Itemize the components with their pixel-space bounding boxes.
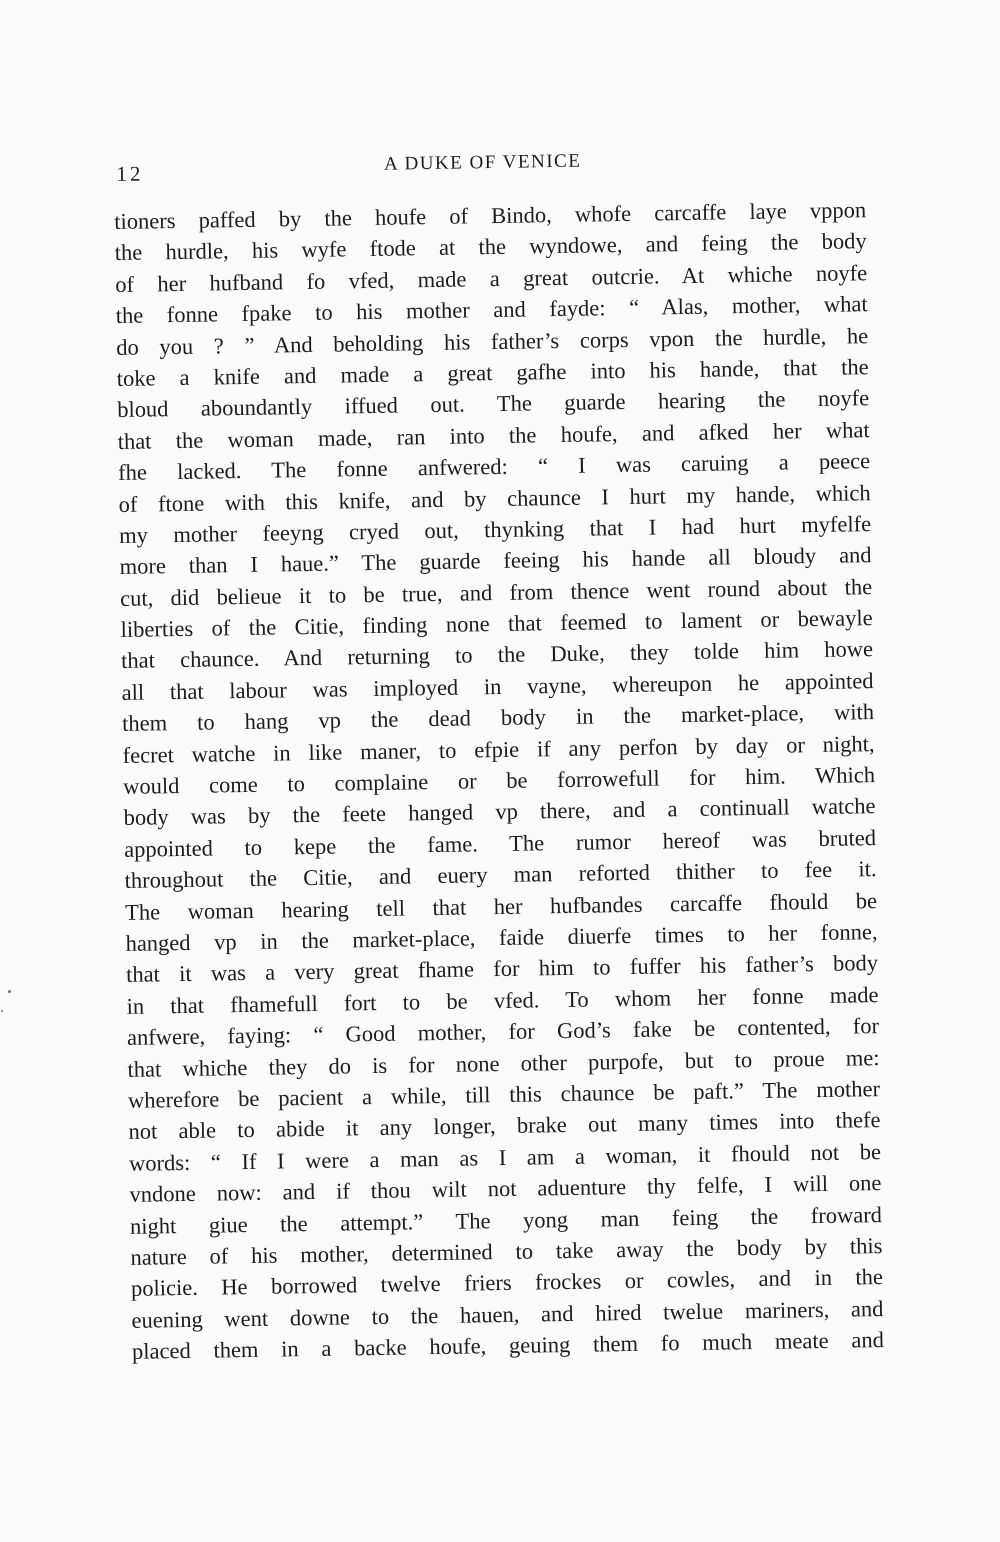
text-line: throughout the Citie, and euery man reforted thither to fee it. — [124, 856, 877, 894]
text-line: nature of his mother, determined to take away the body by this — [130, 1232, 883, 1270]
text-line: toke a knife and made a great gafhe into his hande, that the — [116, 354, 869, 391]
text-line: euening went downe to the hauen, and hired twelue mariners, and — [131, 1295, 884, 1333]
text-line: night giue the attempt.” The yong man feing the froward — [129, 1201, 883, 1239]
running-head — [110, 138, 856, 190]
text-line: that the woman made, ran into the houfe, and afked her what — [117, 416, 870, 454]
paper-speck — [1, 1010, 3, 1012]
text-line: all that labour was imployed in vayne, whereupon he appointed — [121, 667, 874, 705]
text-line: wherefore be pacient a while, till this chaunce be paft.” The mother — [127, 1076, 881, 1113]
text-line: them to hang vp the dead body in the market-place, with — [121, 699, 875, 737]
text-line: that whiche they do is for none other purpofe, but to proue me: — [127, 1044, 880, 1082]
text-line: of ftone with this knife, and by chaunce I hurt my hande, which — [118, 479, 871, 517]
text-line: fecret watche in like maner, to efpie if any perfon by day or night, — [122, 730, 875, 768]
text-line: of her hufband fo vfed, made a great outcrie. At whiche noyfe — [115, 259, 868, 297]
text-line: tioners paffed by the houfe of Bindo, whofe carcaffe laye vppon — [114, 197, 867, 234]
text-line: hanged vp in the market-place, faide diuerfe times to her fonne, — [125, 919, 878, 956]
text-line: anfwere, faying: “ Good mother, for God’s fake be contented, for — [126, 1013, 880, 1051]
text-line: not able to abide it any longer, brake out many times into thefe — [128, 1107, 881, 1145]
text-line: more than I haue.” The guarde feeing his hande all bloudy and — [119, 542, 872, 580]
text-line: do you ? ” And beholding his father’s corps vpon the hurdle, he — [116, 322, 869, 360]
text-line: placed them in a backe houfe, geuing them fo much meate and — [131, 1327, 885, 1364]
text-line: liberties of the Citie, finding none that feemed to lament or bewayle — [120, 605, 873, 643]
text-line: that it was a very great fhame for him to fuffer his father’s body — [125, 950, 879, 988]
text-line: body was by the feete hanged vp there, and a continuall watche — [123, 793, 876, 831]
text-line: that chaunce. And returning to the Duke, they tolde him howe — [120, 636, 874, 674]
text-line: The woman hearing tell that her hufbandes carcaffe fhould be — [124, 887, 878, 925]
text-line: bloud aboundantly iffued out. The guarde hearing the noyfe — [117, 385, 870, 423]
text-line: the fonne fpake to his mother and fayde: “ Alas, mother, what — [115, 291, 868, 329]
text-line: appointed to kepe the fame. The rumor hereof was bruted — [123, 824, 877, 862]
running-title: A DUKE OF VENICE — [383, 150, 582, 175]
text-line: cut, did belieue it to be true, and from thence went round about the — [119, 573, 873, 611]
paper-speck — [8, 990, 11, 993]
text-line: the hurdle, his wyfe ftode at the wyndowe, and feing the body — [114, 228, 867, 266]
text-line: would come to complaine or be forrowefull for him. Which — [122, 762, 876, 799]
text-line: in that fhamefull fort to be vfed. To whom her fonne made — [126, 981, 879, 1019]
text-line: vndone now: and if thou wilt not aduenture thy felfe, I will one — [129, 1170, 882, 1207]
text-line: policie. He borrowed twelve friers frockes or cowles, and in the — [130, 1264, 884, 1302]
text-line: fhe lacked. The fonne anfwered: “ I was caruing a peece — [117, 448, 871, 486]
body-text — [114, 194, 884, 1367]
text-line: my mother feeyng cryed out, thynking that I had hurt myfelfe — [118, 511, 872, 548]
page-number: 12 — [116, 161, 144, 186]
text-line: words: “ If I were a man as I am a woman, it fhould not be — [128, 1138, 882, 1176]
